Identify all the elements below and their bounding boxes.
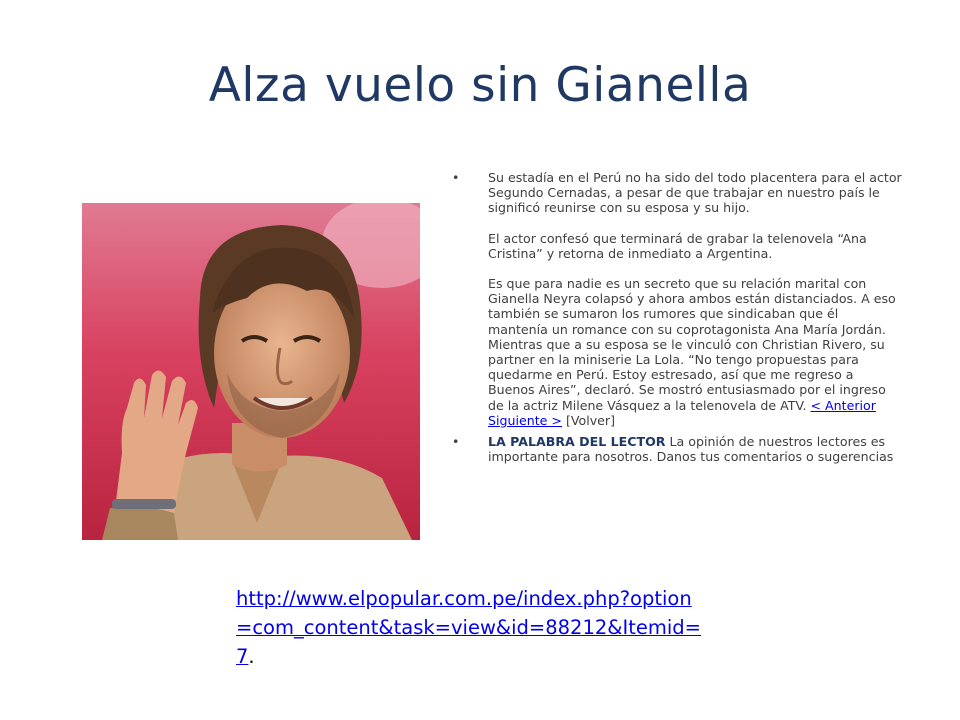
reader-item (452, 434, 902, 464)
article-paragraph (488, 276, 902, 428)
next-link[interactable]: Siguiente > (488, 412, 562, 428)
article-bullets (452, 170, 902, 470)
reader-text: La opinión de nuestros lectores es importante para nosotros. Danos tus comentarios o sugerencias (488, 434, 894, 465)
slide-title: Alza vuelo sin Gianella (208, 58, 752, 113)
source-url-link[interactable]: http://www.elpopular.com.pe/index.php?option=com_content&task=view&id=88212&Itemid=7 (236, 587, 701, 668)
back-label: [Volver] (565, 412, 616, 428)
article-paragraph-text: Es que para nadie es un secreto que su relación marital con Gianella Neyra colapsó y ahora ambos están distanciados. A eso también se sumaron los rumores que sindicaban que él mantenía un romance con su coprotagonista Ana María Jordán. Mientras que a su esposa se le vinculó con Christian Rivero, su partner en la miniserie La Lola. “No tengo propuestas para quedarme en Perú. Estoy estresado, así que me regreso a Buenos Aires”, declaró. Se mostró entusiasmado por el ingreso de la actriz Milene Vásquez a la telenovela de ATV. (488, 276, 896, 413)
article-paragraph: Su estadía en el Perú no ha sido del todo placentera para el actor Segundo Cernadas, a pesar de que trabajar en nuestro país le significó reunirse con su esposa y su hijo. (488, 170, 902, 216)
bullet-dot: • (452, 170, 460, 185)
reader-heading: LA PALABRA DEL LECTOR (488, 434, 666, 450)
previous-link[interactable]: < Anterior (810, 397, 876, 413)
source-citation (236, 584, 706, 671)
article-body-item (452, 170, 902, 428)
bullet-dot: • (452, 434, 460, 450)
article-paragraph: El actor confesó que terminará de grabar la telenovela “Ana Cristina” y retorna de inmediato a Argentina. (488, 230, 867, 261)
source-trailing: . (248, 645, 255, 668)
actor-photo (82, 203, 420, 540)
